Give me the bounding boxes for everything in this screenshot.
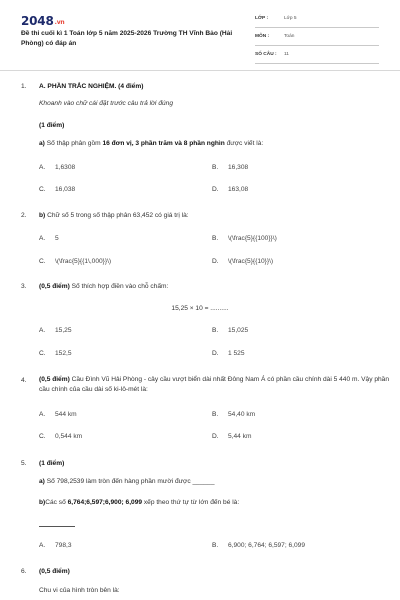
meta-label: LỚP : [255, 16, 269, 21]
meta-value: Lớp 5 [284, 16, 297, 21]
option-a[interactable]: 544 km [55, 411, 77, 418]
option-c[interactable]: 0,544 km [55, 433, 83, 440]
option-letter: B. [212, 235, 219, 242]
meta-label: MÔN : [255, 34, 270, 39]
answer-blank-line [39, 526, 75, 527]
question-text: (0,5 điểm) Cầu Đình Vũ Hải Phòng - cây cầu vượt biển dài nhất Đông Nam Á có phần cầu chính dài 5 440 m. Vậy phần cầu chính của cầu dài số ki-lô-mét là: [39, 376, 389, 393]
option-b[interactable]: 15,025 [228, 327, 249, 334]
option-d[interactable]: 5,44 km [228, 433, 252, 440]
meta-value: 11 [284, 52, 289, 57]
option-letter: D. [212, 433, 219, 440]
option-letter: D. [212, 258, 219, 265]
document-header [0, 0, 400, 70]
option-c[interactable]: \(\frac{5}{{1\,000}}\) [55, 258, 112, 265]
points-label: (1 điểm) [39, 460, 65, 467]
option-letter: A. [39, 327, 46, 334]
option-b[interactable]: \(\frac{5}{{100}}\) [228, 235, 277, 242]
site-logo[interactable] [21, 14, 64, 28]
option-c[interactable]: 16,038 [55, 186, 76, 193]
option-letter: C. [39, 258, 46, 265]
question-text: a) Số thập phân gồm 16 đơn vị, 3 phần trăm và 8 phần nghìn được viết là: [39, 140, 264, 147]
option-letter: A. [39, 164, 46, 171]
instruction-text: Khoanh vào chữ cái đặt trước câu trả lời đúng [39, 100, 173, 107]
document-title: Đề thi cuối kì 1 Toán lớp 5 năm 2025-2026 Trường TH Vĩnh Bảo (Hải Phòng) có đáp án [21, 30, 233, 47]
meta-row-subject [255, 31, 379, 46]
option-letter: B. [212, 164, 219, 171]
question-number: 3. [21, 283, 27, 290]
option-d[interactable]: 163,08 [228, 186, 249, 193]
option-letter: A. [39, 411, 46, 418]
option-b[interactable]: 6,900; 6,764; 6,597; 6,099 [228, 542, 305, 549]
question-text: (0,5 điểm) Số thích hợp điền vào chỗ chấm: [39, 283, 169, 290]
option-a[interactable]: 798,3 [55, 542, 72, 549]
question-text-a: a) Số 798,2539 làm tròn đến hàng phần mười được ______ [39, 478, 215, 485]
question-number: 1. [21, 83, 27, 90]
question-text-b: b)Các số 6,764;6,597;6,900; 6,099 xếp theo thứ tự từ lớn đến bé là: [39, 499, 240, 506]
question-number: 5. [21, 460, 27, 467]
question-number: 4. [21, 377, 27, 384]
meta-label: SỐ CÂU : [255, 52, 277, 57]
option-b[interactable]: 16,308 [228, 164, 249, 171]
option-letter: B. [212, 327, 219, 334]
header-divider [0, 70, 400, 71]
logo-main: 2048 [21, 14, 54, 28]
option-letter: C. [39, 350, 46, 357]
points-label: (0,5 điểm) [39, 568, 70, 575]
option-d[interactable]: 1 525 [228, 350, 245, 357]
question-text: Chu vi của hình tròn bên là: [39, 587, 120, 594]
option-letter: D. [212, 350, 219, 357]
option-a[interactable]: 1,6308 [55, 164, 76, 171]
option-letter: C. [39, 186, 46, 193]
option-letter: A. [39, 235, 46, 242]
option-letter: D. [212, 186, 219, 193]
option-b[interactable]: 54,40 km [228, 411, 256, 418]
meta-row-count [255, 49, 379, 64]
option-a[interactable]: 15,25 [55, 327, 72, 334]
option-letter: C. [39, 433, 46, 440]
option-letter: A. [39, 542, 46, 549]
points-label: (1 điểm) [39, 122, 65, 129]
option-a[interactable]: 5 [55, 235, 59, 242]
question-number: 6. [21, 568, 27, 575]
option-d[interactable]: \(\frac{5}{{10}}\) [228, 258, 274, 265]
question-number: 2. [21, 212, 27, 219]
math-expression: 15,25 × 10 = .......... [171, 305, 229, 312]
meta-info [255, 13, 379, 67]
option-letter: B. [212, 411, 219, 418]
section-title: A. PHẦN TRẮC NGHIỆM. (4 điểm) [39, 83, 144, 90]
option-letter: B. [212, 542, 219, 549]
meta-row-class [255, 13, 379, 28]
option-c[interactable]: 152,5 [55, 350, 72, 357]
meta-value: Toán [284, 34, 295, 39]
question-text: b) Chữ số 5 trong số thập phân 63,452 có giá trị là: [39, 212, 189, 219]
logo-tld: .vn [54, 19, 65, 26]
